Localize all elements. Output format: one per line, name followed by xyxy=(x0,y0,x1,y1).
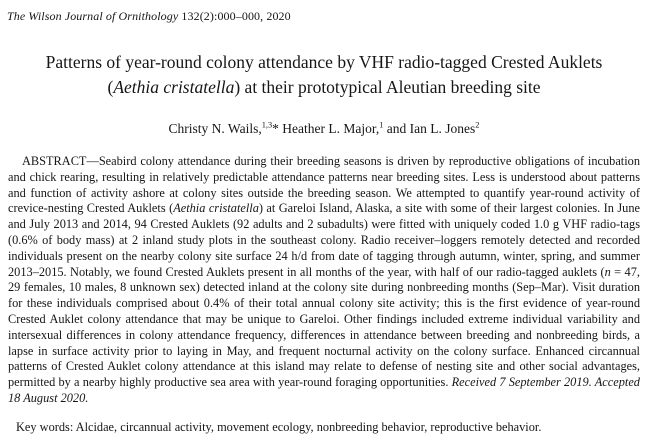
authors-line: Christy N. Wails,$^{1,3}$* Heather L. Major,$^1$ and Ian L. Jones$^2$ xyxy=(168,120,480,136)
keywords-line: Key words: Alcidae, circannual activity, movement ecology, nonbreeding behavior, reproductive behavior. xyxy=(16,419,542,434)
paper-title-line-1: Patterns of year-round colony attendance by VHF radio-tagged Crested Auklets xyxy=(45,52,603,72)
abstract-paragraph: ABSTRACT—Seabird colony attendance during their breeding seasons is driven by reproductive obligations of incubation and chick rearing, resulting in relatively predictable attendance patterns near breeding sites. Less is understood about patterns and function of activity ashore at colony sites outside the breeding season. We attempted to quantify year-round activity of crevice-nesting Crested Auklets (Aethia cristatella) at Gareloi Island, Alaska, a site with some of their largest colonies. In June and July 2013 and 2014, 94 Crested Auklets (92 adults and 2 subadults) were fitted with uniquely coded 1.0 g VHF radio-tags (0.6% of body mass) at 2 inland study plots in the southeast colony. Radio receiver–loggers remotely detected and recorded individuals present on the nearby colony site surface 24 h/d from date of tagging through autumn, winter, spring, and summer 2013–2015. Notably, we found Crested Auklets present in all months of the year, with half of our radio-tagged auklets (n = 47, 29 females, 10 males, 8 unknown sex) detected inland at the colony site during nonbreeding months (Sep–Mar). Visit duration for these individuals comprised about 0.4% of their total annual colony site activity; this is the first evidence of year-round Crested Auklet colony attendance that may be unique to Gareloi. Other findings included extreme individual variability and intersexual differences in colony attendance frequency, differences in attendance between breeding and nonbreeding birds, a lapse in surface activity prior to laying in May, and frequent nocturnal activity on the colony surface. Enhanced circannual patterns of Crested Auklet colony attendance at this island may relate to defense of nesting site and other social advantages, permitted by a nearby highly productive sea area with year-round foraging opportunities. Received 7 September 2019. Accepted 18 August 2020. xyxy=(8,154,640,405)
paper-title-line-2: (Aethia cristatella) at their prototypical Aleutian breeding site xyxy=(107,77,541,97)
page-title xyxy=(0,50,648,100)
journal-citation: The Wilson Journal of Ornithology 132(2):000–000, 2020 xyxy=(7,9,291,23)
